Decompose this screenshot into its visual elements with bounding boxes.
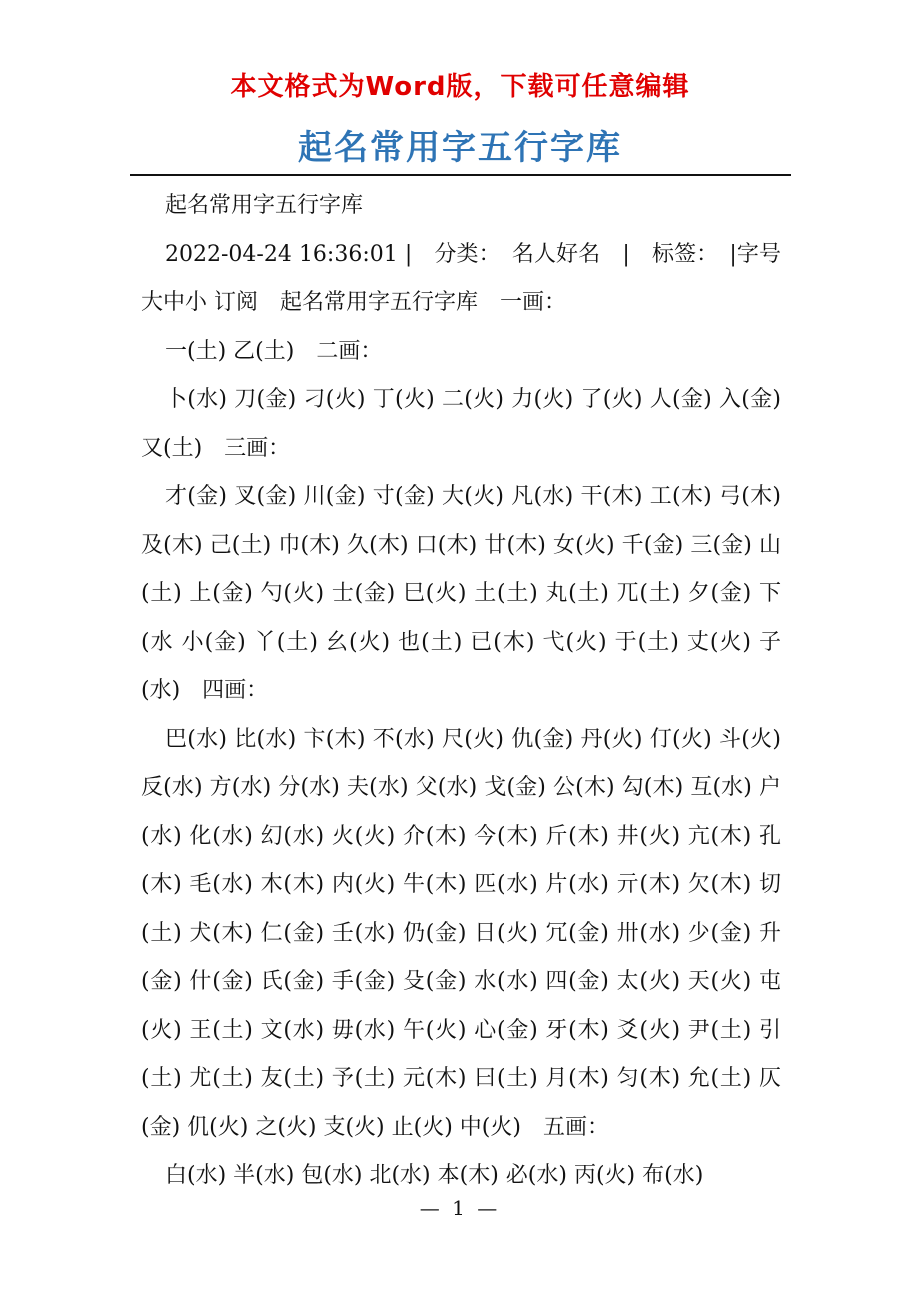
page-number: — 1 — <box>419 1196 501 1220</box>
body-paragraph-meta: 2022-04-24 16:36:01 | 分类： 名人好名 | 标签： |字号大中小 订阅 起名常用字五行字库 一画： <box>141 241 781 315</box>
body-paragraph-heading: 起名常用字五行字库 <box>165 193 364 218</box>
document-body <box>141 182 781 1201</box>
body-paragraph-two-stroke: 卜(水) 刀(金) 刁(火) 丁(火) 二(火) 力(火) 了(火) 人(金) 入(金) 又(土) 三画： <box>141 387 781 461</box>
body-paragraph-one-stroke: 一(土) 乙(土) 二画： <box>165 338 383 364</box>
format-banner: 本文格式为Word版，下载可任意编辑 <box>230 72 690 102</box>
body-paragraph-three-stroke: 才(金) 叉(金) 川(金) 寸(金) 大(火) 凡(水) 干(木) 工(木) 弓(木) 及(木) 己(土) 巾(木) 久(木) 口(木) 廿(木) 女(火) 千(金) 三(金) 山(土) 上(金) 勺(火) 士(金) 巳(火) 土(土) 丸(土) 兀(土) 夕(金) 下(水 小(金) 丫(土) 幺(火) 也(土) 已(木) 弋(火) 于(土) 丈(火) 子(水) 四画： <box>141 484 781 703</box>
body-paragraph-five-stroke: 白(水) 半(水) 包(水) 北(水) 本(木) 必(水) 丙(火) 布(水) <box>165 1163 704 1188</box>
title-divider <box>130 174 791 176</box>
document-title: 起名常用字五行字库 <box>298 128 622 168</box>
body-paragraph-four-stroke: 巴(水) 比(水) 卞(木) 不(水) 尺(火) 仇(金) 丹(火) 仃(火) 斗(火) 反(水) 方(水) 分(水) 夫(水) 父(水) 戈(金) 公(木) 勾(木) 互(水) 户(水) 化(水) 幻(水) 火(火) 介(木) 今(木) 斤(木) 井(火) 亢(木) 孔(木) 毛(水) 木(木) 内(火) 牛(木) 匹(水) 片(水) 亓(木) 欠(木) 切(土) 犬(木) 仁(金) 壬(水) 仍(金) 日(火) 冗(金) 卅(水) 少(金) 升(金) 什(金) 氏(金) 手(金) 殳(金) 水(水) 四(金) 太(火) 天(火) 屯(火) 王(土) 文(水) 毋(水) 午(火) 心(金) 牙(木) 爻(火) 尹(土) 引(土) 尤(土) 友(土) 予(土) 元(木) 曰(土) 月(木) 匀(木) 允(土) 仄(金) 仉(火) 之(火) 支(火) 止(火) 中(火) 五画： <box>141 726 781 1140</box>
